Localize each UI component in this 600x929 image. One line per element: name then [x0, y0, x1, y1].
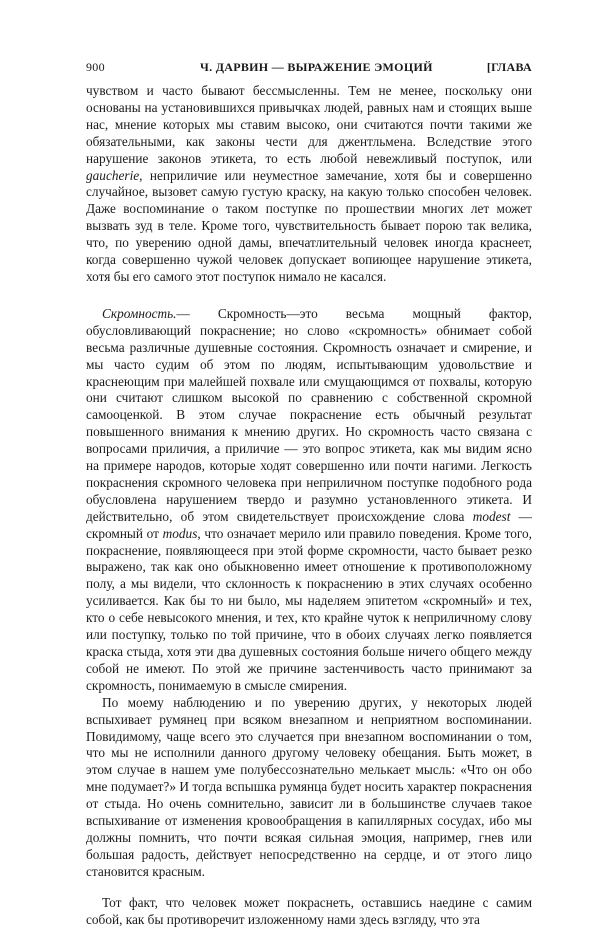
paragraph-modesty: Скромность.— Скромность—это весьма мощный фактор, обусловливающий покраснение; но слово «скромность» обнимает собой весьма различные душевные состояния. Скромность означает и смирение, и мы часто судим об этом по людям, испытывающим удовольствие и краснеющим при малейшей похвале или смущающимся от похвалы, которую они считают слишком высокой по сравнению с собственной скромной самооценкой. В этом случае покраснение есть обычный результат повышенного внимания к мнению других. Но скромность часто связана с вопросами приличия, а приличие — это вопрос этикета, как мы видим ясно на примере народов, которые ходят совершенно или почти нагими. Легкость покраснения скромного человека при неприличном поступке подобного рода обусловлена нарушением твердо и разумно установленного этикета. И действительно, об этом свидетельствует происхождение слова modest — скромный от modus, что означает мерило или правило поведения. Кроме того, покраснение, появляющееся при этой форме скромности, часто бывает резко выражено, так как оно обыкновенно имеет отношение к противоположному полу, а мы видели, что склонность к покраснению в этих случаях особенно усиливается. Как бы то ни было, мы наделяем эпитетом «скромный» и тех, кто о себе невысокого мнения, и тех, кто крайне чуток к неприличному слову или поступку, только по той причине, что в обоих случаях легко появляется краска стыда, хотя эти два душевных состояния больше ничего общего между собой не имеют. По этой же причине застенчивость часто принимают за скромность, понимаемую в смысле смирения.: [86, 305, 533, 693]
paragraph-continued: чувством и часто бывают бессмысленны. Тем не менее, поскольку они основаны на установившихся привычках людей, равных нам и стоящих выше нас, мнение которых мы ставим высоко, они считаются почти такими же обязательными, как законы чести для джентльмена. Вследствие этого нарушение законов этикета, то есть любой невежливый поступок, или gaucherie, неприличие или неуместное замечание, хотя бы и совершенно случайное, вызовет самую густую краску, на какую только способен человек. Даже воспоминание о таком поступке по прошествии многих лет может вызвать зуд в теле. Кроме того, чувствительность бывает порою так велика, что, по уверению одной дамы, впечатлительный человек иногда краснеет, когда совершенно чужой человек допускает вопиющее нарушение этикета, хотя бы его самого этот поступок нимало не касался.: [86, 83, 532, 284]
chapter-label: [ГЛАВА: [486, 60, 532, 74]
running-header: [86, 60, 532, 76]
running-title: Ч. ДАРВИН — ВЫРАЖЕНИЕ ЭМОЦИЙ: [200, 60, 433, 74]
paragraph-alone: Тот факт, что человек может покраснеть, оставшись наедине с самим собой, как бы противоречит изложенному нами здесь взгляду, что эта: [86, 894, 532, 927]
word-modest: modest: [472, 508, 511, 524]
body-text: [86, 83, 532, 929]
foreign-word-gaucherie: gaucherie: [86, 167, 140, 183]
section-heading-modesty: Скромность.: [102, 305, 177, 321]
word-modus: modus: [162, 525, 198, 541]
page-number: 900: [86, 60, 105, 74]
paragraph-sudden-memory: По моему наблюдению и по уверению других, у некоторых людей вспыхивает румянец при всяком внезапном и неприятном воспоминании. Повидимому, чаще всего это случается при внезапном воспоминании о том, что мы не исполнили данного другому человеку обещания. Быть может, в этом случае в нашем уме полубессознательно мелькает мысль: «Что он обо мне подумает?» И тогда вспышка румянца будет носить характер покраснения от стыда. Но очень сомнительно, зависит ли в большинстве случаев такое вспыхивание от изменения кровообращения в капиллярных сосудах, ибо мы должны помнить, что почти всякая сильная эмоция, например, гнев или большая радость, действует непосредственно на сердце, и от этого лицо становится красным.: [86, 694, 532, 879]
